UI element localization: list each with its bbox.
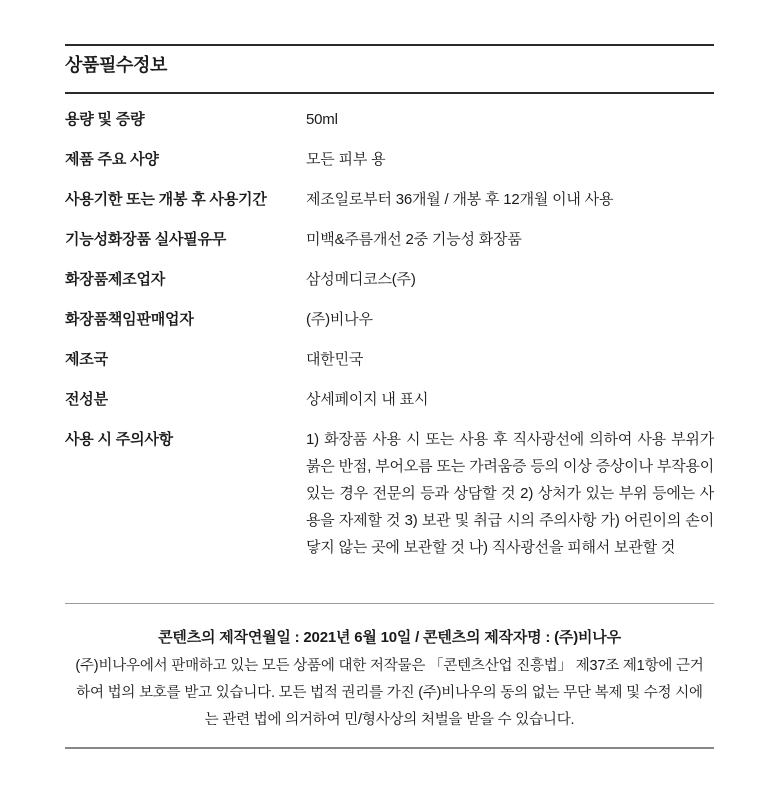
- row-value: 대한민국: [306, 351, 364, 368]
- row-label: 제조국: [65, 351, 108, 368]
- table-row: [65, 106, 714, 133]
- row-label: 화장품제조업자: [65, 271, 166, 288]
- row-value: 미백&주름개선 2중 기능성 화장품: [306, 231, 522, 248]
- table-row: [65, 226, 714, 253]
- section-title: 상품필수정보: [65, 55, 167, 75]
- table-row: [65, 346, 714, 373]
- row-value: (주)비나우: [306, 311, 373, 328]
- row-label: 제품 주요 사양: [65, 151, 159, 168]
- row-label: 사용 시 주의사항: [65, 431, 173, 448]
- row-value: 삼성메디코스(주): [306, 271, 416, 288]
- row-label: 화장품책임판매업자: [65, 311, 194, 328]
- table-row: [65, 186, 714, 213]
- product-info-table: [65, 94, 714, 561]
- content-creation-meta: 콘텐츠의 제작연월일 : 2021년 6월 10일 / 콘텐츠의 제작자명 : (주)비나우: [158, 629, 621, 646]
- copyright-notice: (주)비나우에서 판매하고 있는 모든 상품에 대한 저작물은 「콘텐츠산업 진흥법」 제37조 제1항에 근거하여 법의 보호를 받고 있습니다. 모든 법적 권리를 가진 (주)비나우의 동의 없는 무단 복제 및 수정 시에는 관련 법에 의거하여 민/형사상의 처벌을 받을 수 있습니다.: [75, 658, 704, 728]
- table-row-caution: [65, 426, 714, 561]
- table-row: [65, 266, 714, 293]
- row-value: 1) 화장품 사용 시 또는 사용 후 직사광선에 의하여 사용 부위가 붉은 반점, 부어오름 또는 가려움증 등의 이상 증상이나 부작용이 있는 경우 전문의 등과 상담할 것 2) 상처가 있는 부위 등에는 사용을 자제할 것 3) 보관 및 취급 시의 주의사항 가) 어린이의 손이 닿지 않는 곳에 보관할 것 나) 직사광선을 피해서 보관할 것: [306, 431, 714, 556]
- row-value: 50ml: [306, 111, 338, 128]
- table-row: [65, 386, 714, 413]
- footer: [65, 604, 714, 734]
- row-label: 기능성화장품 실사필유무: [65, 231, 227, 248]
- row-value: 제조일로부터 36개월 / 개봉 후 12개월 이내 사용: [306, 191, 614, 208]
- row-label: 사용기한 또는 개봉 후 사용기간: [65, 191, 267, 208]
- table-row: [65, 306, 714, 333]
- row-value: 모든 피부 용: [306, 151, 386, 168]
- row-value: 상세페이지 내 표시: [306, 391, 429, 408]
- row-label: 전성분: [65, 391, 108, 408]
- row-label: 용량 및 증량: [65, 111, 145, 128]
- bottom-divider: [65, 747, 714, 749]
- table-row: [65, 146, 714, 173]
